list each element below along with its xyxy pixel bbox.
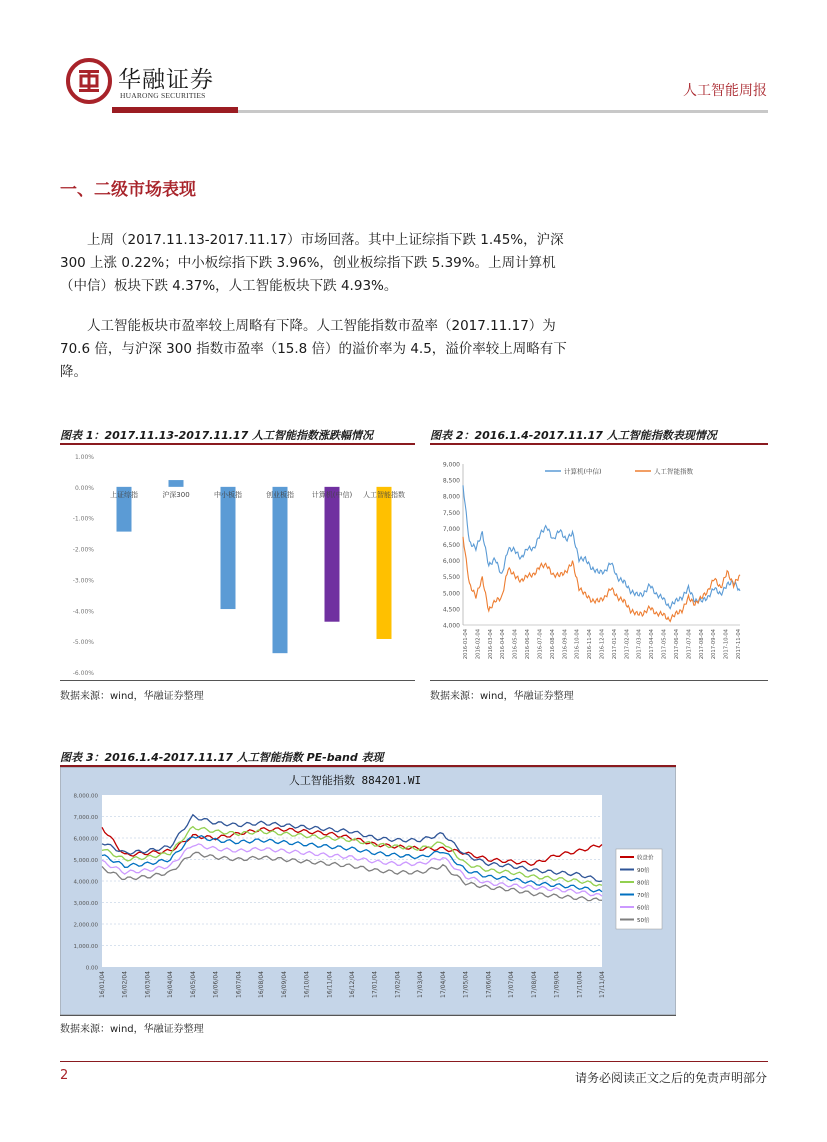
- x-tick-label: 2017-06-04: [673, 629, 680, 660]
- x-tick-label: 2016-11-04: [587, 629, 594, 660]
- x-tick-label: 17/07/04: [508, 971, 516, 998]
- category-label: 创业板指: [266, 490, 294, 499]
- legend-label: 80倍: [637, 880, 650, 887]
- figure-1-title: 图表 1：2017.11.13-2017.11.17 人工智能指数涨跌幅情况: [60, 429, 374, 442]
- footer-disclaimer: 请务必阅读正文之后的免责声明部分: [574, 1071, 767, 1085]
- x-tick-label: 2017-10-04: [723, 629, 730, 660]
- category-label: 上证综指: [110, 490, 138, 499]
- x-tick-label: 2017-03-04: [636, 629, 643, 660]
- logo-seal-icon: [66, 58, 112, 104]
- category-label: 人工智能指数: [363, 490, 405, 499]
- x-tick-label: 2016-09-04: [562, 629, 569, 660]
- header-bar-gray: [238, 110, 768, 113]
- line-chart-svg: [430, 446, 768, 678]
- section-title: 一、二级市场表现: [60, 180, 196, 200]
- pe-band-chart-svg: [60, 767, 676, 1015]
- report-name: 人工智能周报: [683, 83, 767, 99]
- x-tick-label: 16/07/04: [235, 971, 243, 998]
- paragraph-2-text: 人工智能板块市盈率较上周略有下降。人工智能指数市盈率（2017.11.17）为 70.6 倍，与沪深 300 指数市盈率（15.8 倍）的溢价率为 4.5，溢价率较上周略有下降。: [60, 318, 567, 380]
- series-line-computer: [463, 485, 740, 608]
- x-tick-label: 2017-08-04: [698, 629, 705, 660]
- y-tick-label: -5.00%: [72, 639, 94, 647]
- paragraph-2: [60, 315, 580, 384]
- series-line-ai: [463, 537, 740, 622]
- x-tick-label: 16/05/04: [189, 971, 197, 998]
- category-label: 中小板指: [214, 490, 242, 499]
- x-tick-label: 16/08/04: [258, 971, 266, 998]
- y-tick-label: 5,500: [442, 574, 460, 582]
- y-tick-label: 1,000.00: [73, 944, 98, 950]
- y-tick-label: 6,000.00: [73, 836, 98, 843]
- y-tick-label: 5,000: [442, 590, 460, 598]
- figure-1-source: 数据来源：wind，华融证券整理: [60, 691, 204, 702]
- x-tick-label: 2017-07-04: [686, 629, 693, 660]
- bar-3: [273, 487, 288, 653]
- legend-label: 收盘价: [637, 855, 654, 862]
- x-tick-label: 2016-12-04: [599, 629, 606, 660]
- y-tick-label: 2,000.00: [73, 922, 98, 929]
- x-tick-label: 16/12/04: [349, 971, 356, 998]
- y-tick-label: 8,000.00: [73, 793, 98, 800]
- y-tick-label: 6,500: [442, 542, 460, 549]
- x-tick-label: 17/02/04: [394, 971, 402, 998]
- figure-2-source: 数据来源：wind，华融证券整理: [430, 691, 574, 702]
- figure-3-chart: [60, 767, 676, 1015]
- y-tick-label: 7,000: [442, 525, 460, 533]
- figure-3-source: 数据来源：wind，华融证券整理: [60, 1024, 204, 1035]
- figure-2-top-rule: [430, 443, 768, 445]
- x-tick-label: 2016-01-04: [463, 629, 469, 660]
- x-tick-label: 2016-10-04: [574, 629, 581, 660]
- y-tick-label: 0.00%: [74, 484, 94, 492]
- x-tick-label: 17/05/04: [462, 971, 470, 998]
- brand-name-en: HUARONG SECURITIES: [120, 91, 206, 100]
- legend-label: 人工智能指数: [654, 467, 693, 476]
- y-tick-label: 9,000: [442, 461, 460, 469]
- bar-2: [221, 487, 236, 609]
- x-tick-label: 2017-05-04: [661, 629, 668, 660]
- y-tick-label: 4,000: [442, 622, 460, 630]
- x-tick-label: 16/03/04: [144, 971, 152, 998]
- x-tick-label: 17/06/04: [485, 971, 493, 998]
- x-tick-label: 2016-02-04: [475, 629, 482, 660]
- figure-1-chart: [60, 446, 415, 678]
- legend-label: 90倍: [637, 868, 650, 874]
- legend-label: 70倍: [637, 893, 650, 899]
- y-tick-label: -4.00%: [72, 608, 94, 616]
- y-tick-label: -3.00%: [72, 577, 94, 585]
- figure-1-top-rule: [60, 443, 415, 445]
- x-tick-label: 16/11/04: [326, 971, 334, 998]
- x-tick-label: 16/06/04: [212, 971, 220, 998]
- y-tick-label: -1.00%: [72, 515, 94, 523]
- x-tick-label: 2016-08-04: [549, 629, 556, 660]
- figure-2-bottom-rule: [430, 680, 768, 681]
- x-tick-label: 17/11/04: [599, 971, 606, 998]
- bar-4: [325, 487, 340, 622]
- x-tick-label: 2016-07-04: [537, 629, 544, 660]
- y-tick-label: 0.00: [85, 965, 98, 972]
- footer-rule: [60, 1061, 768, 1062]
- paragraph-1-text: 上周（2017.11.13-2017.11.17）市场回落。其中上证综指下跌 1.45%，沪深 300 上涨 0.22%；中小板综指下跌 3.96%，创业板综指下跌 5.39%。上周计算机（中信）板块下跌 4.37%，人工智能板块下跌 4.93%。: [60, 232, 564, 294]
- page-number: 2: [60, 1068, 69, 1083]
- x-tick-label: 17/08/04: [530, 971, 538, 998]
- x-tick-label: 2016-06-04: [525, 629, 532, 660]
- figure-3-bottom-rule: [60, 1015, 676, 1016]
- figure-1-bottom-rule: [60, 680, 415, 681]
- bar-5: [377, 487, 392, 639]
- x-tick-label: 2016-04-04: [500, 629, 507, 660]
- x-tick-label: 17/04/04: [439, 971, 447, 998]
- x-tick-label: 16/01/04: [99, 971, 106, 998]
- x-tick-label: 2017-04-04: [649, 629, 656, 660]
- figure-2-title: 图表 2：2016.1.4-2017.11.17 人工智能指数表现情况: [430, 429, 717, 442]
- x-tick-label: 2017-09-04: [711, 629, 718, 660]
- chart-title: 人工智能指数 884201.WI: [288, 774, 422, 787]
- y-tick-label: 7,000.00: [73, 815, 98, 821]
- y-tick-label: 3,000.00: [73, 901, 98, 907]
- y-tick-label: 4,500: [442, 606, 460, 614]
- y-tick-label: 7,500: [442, 509, 460, 517]
- figure-3-title: 图表 3：2016.1.4-2017.11.17 人工智能指数 PE-band 表现: [60, 751, 384, 764]
- bar-1: [169, 480, 184, 487]
- y-tick-label: 4,000.00: [73, 879, 98, 886]
- x-tick-label: 2017-02-04: [624, 629, 631, 660]
- x-tick-label: 16/04/04: [167, 971, 175, 998]
- y-tick-label: 1.00%: [74, 454, 94, 461]
- y-tick-label: 8,500: [442, 477, 460, 485]
- x-tick-label: 16/10/04: [303, 971, 311, 998]
- legend-label: 50倍: [637, 918, 650, 924]
- x-tick-label: 2017-01-04: [611, 629, 618, 660]
- y-tick-label: 5,000.00: [73, 858, 98, 864]
- x-tick-label: 17/03/04: [417, 971, 425, 998]
- y-tick-label: 8,000: [442, 493, 460, 501]
- x-tick-label: 2016-05-04: [512, 629, 519, 660]
- category-label: 沪深300: [162, 490, 190, 499]
- x-tick-label: 17/01/04: [371, 971, 379, 998]
- brand-logo: [66, 58, 226, 106]
- x-tick-label: 17/10/04: [576, 971, 584, 998]
- x-tick-label: 17/09/04: [553, 971, 561, 998]
- legend-label: 60倍: [637, 905, 650, 912]
- paragraph-1: [60, 229, 580, 298]
- header-bar-red: [112, 107, 238, 113]
- y-tick-label: -2.00%: [72, 546, 94, 554]
- figure-2-chart: [430, 446, 768, 678]
- bar-chart-svg: [60, 446, 415, 678]
- y-tick-label: 6,000: [442, 558, 460, 566]
- legend-label: 计算机(中信): [564, 467, 602, 476]
- x-tick-label: 2016-03-04: [487, 629, 494, 660]
- x-tick-label: 2017-11-04: [736, 629, 742, 660]
- x-tick-label: 16/02/04: [121, 971, 129, 998]
- y-tick-label: -6.00%: [72, 670, 94, 677]
- x-tick-label: 16/09/04: [280, 971, 288, 998]
- brand-name-cn: 华融证券: [118, 67, 214, 93]
- category-label: 计算机(中信): [311, 490, 353, 499]
